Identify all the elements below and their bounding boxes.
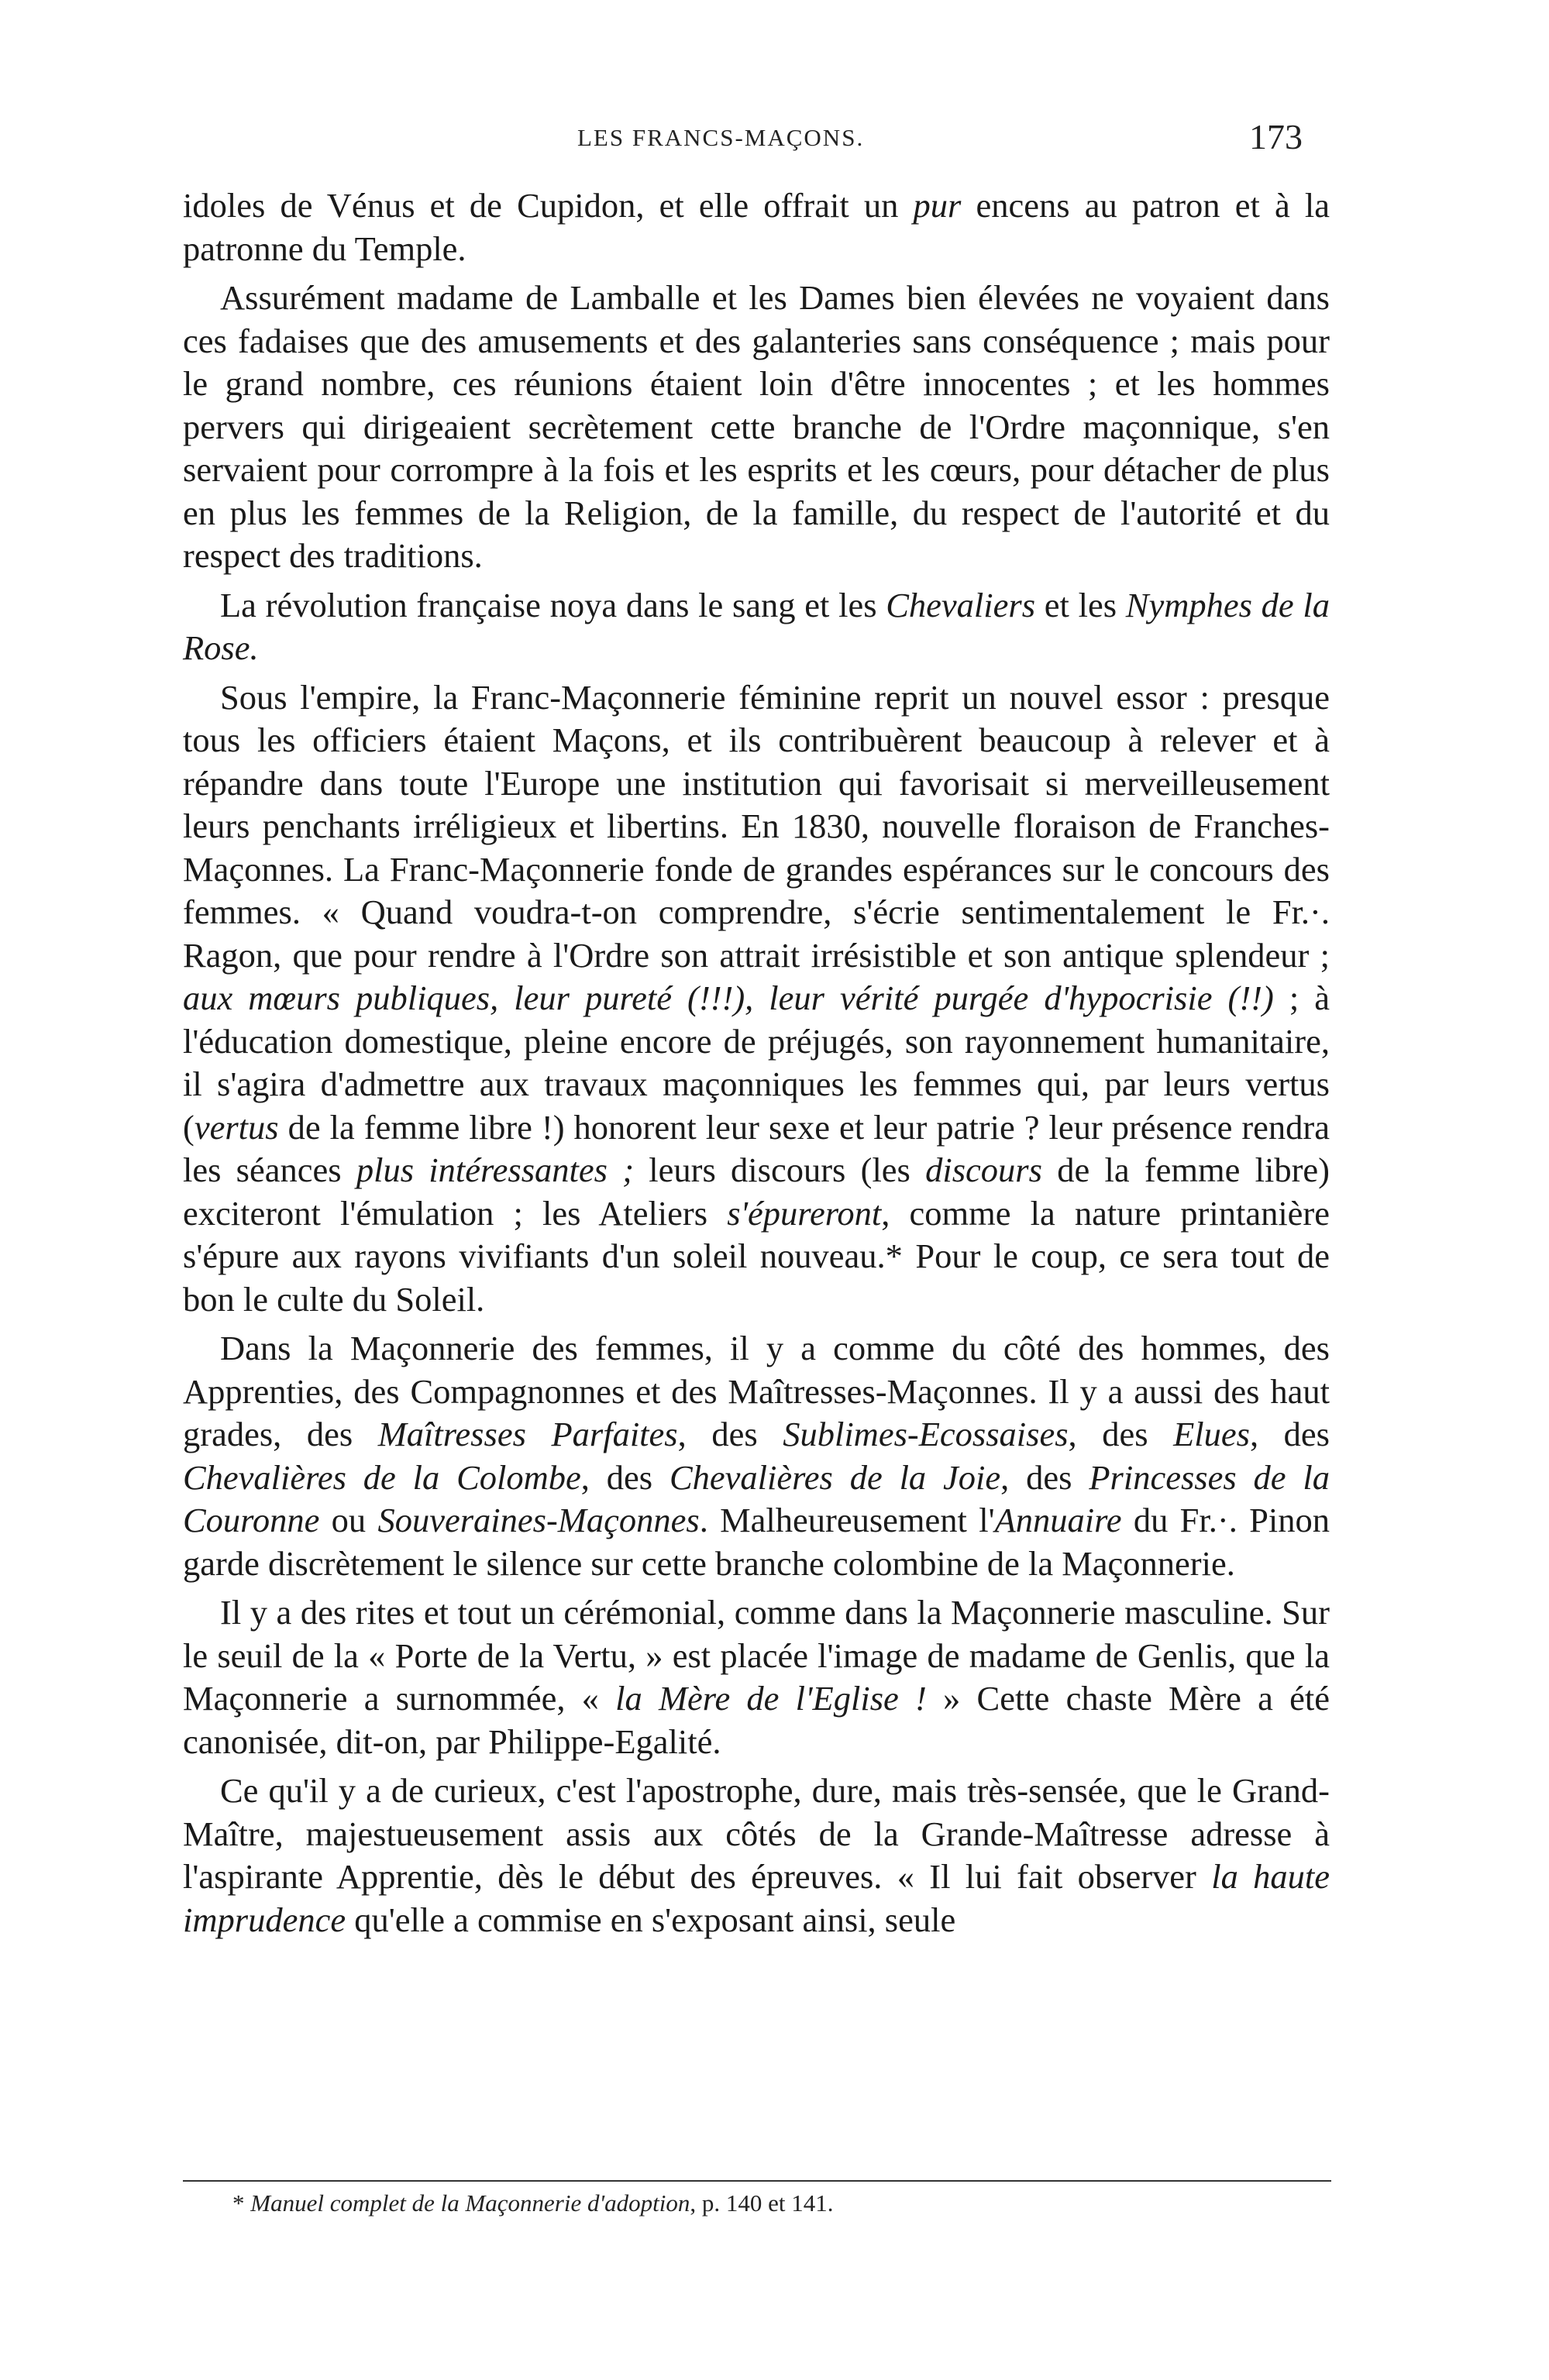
paragraph bbox=[183, 184, 1330, 270]
text-run: Assurément madame de Lamballe et les Dames bien élevées ne voyaient dans ces fadaises que des amusements et des galanteries sans conséquence ; mais pour le grand nombre, ces réunions étaient loin d'être innocentes ; et les hommes pervers qui dirigeaient secrètement cette branche de l'Ordre maçonnique, s'en servaient pour corrompre à la fois et les esprits et les cœurs, pour détacher de plus en plus les femmes de la Religion, de la famille, du respect de l'autorité et du respect des traditions. bbox=[183, 278, 1330, 575]
text-run: qu'elle a commise en s'exposant ainsi, seule bbox=[346, 1900, 956, 1939]
text-run: du Fr.·. Pinon garde discrètement le silence sur cette branche colombine de la Maçonnerie. bbox=[183, 1501, 1330, 1583]
italic-text: pur bbox=[913, 186, 962, 225]
text-run: , des bbox=[1000, 1457, 1089, 1497]
text-run: Ce qu'il y a de curieux, c'est l'apostrophe, dure, mais très-sensée, que le Grand-Maître, majestueusement assis aux côtés de la Grande-Maîtresse adresse à l'aspirante Apprentie, dès le début des épreuves. « Il lui fait observer bbox=[183, 1771, 1330, 1896]
italic-text: Princesses de la Couronne bbox=[183, 1457, 1330, 1539]
text-run: . Malheureusement l' bbox=[699, 1501, 995, 1539]
italic-text: Chevalières de la Joie bbox=[669, 1457, 1001, 1497]
body-text bbox=[183, 184, 1330, 1948]
italic-text: Souveraines-Maçonnes bbox=[377, 1501, 700, 1539]
text-run: leurs discours (les bbox=[634, 1150, 926, 1189]
italic-text: Nymphes de la Rose. bbox=[183, 585, 1330, 667]
text-run: Dans la Maçonnerie des femmes, il y a comme du côté des hommes, des Apprenties, des Compagnonnes et des Maîtresses-Maçonnes. Il y a aussi des haut grades, des bbox=[183, 1329, 1330, 1453]
italic-text: s'épureront bbox=[727, 1193, 882, 1233]
italic-text: Sublimes-Ecossaises bbox=[783, 1415, 1069, 1453]
text-run: encens au patron et à la patronne du Temple. bbox=[183, 186, 1330, 268]
italic-text: Chevalières de la Colombe bbox=[183, 1457, 581, 1497]
page-number: 173 bbox=[1249, 117, 1303, 156]
italic-text: Annuaire bbox=[994, 1501, 1122, 1539]
italic-text: la Mère de l'Eglise ! bbox=[615, 1679, 927, 1718]
text-run: Il y a des rites et tout un cérémonial, comme dans la Maçonnerie masculine. Sur le seuil de la « Porte de la Vertu, » est placée l'image de madame de Genlis, que la Maçonnerie a surnommée, « bbox=[183, 1593, 1330, 1718]
text-run: , des bbox=[1068, 1415, 1174, 1453]
text-run: , des bbox=[580, 1457, 670, 1497]
text-run: , des bbox=[677, 1415, 783, 1453]
footnote-reference: , p. 140 et 141. bbox=[690, 2189, 834, 2217]
text-run: La révolution française noya dans le sang et les bbox=[220, 585, 886, 624]
italic-text: la haute imprudence bbox=[183, 1857, 1330, 1939]
text-run: de la femme libre) exciteront l'émulation ; les Ateliers bbox=[183, 1150, 1330, 1233]
text-run: Sous l'empire, la Franc-Maçonnerie féminine reprit un nouvel essor : presque tous les officiers étaient Maçons, et ils contribuèrent beaucoup à relever et à répandre dans toute l'Europe une institution qui favorisait si merveilleusement leurs penchants irréligieux et libertins. En 1830, nouvelle floraison de Franches-Maçonnes. La Franc-Maçonnerie fonde de grandes espérances sur le concours des femmes. « Quand voudra-t-on comprendre, s'écrie sentimentalement le Fr.·. Ragon, que pour rendre à l'Ordre son attrait irrésistible et son antique splendeur ; bbox=[183, 677, 1330, 975]
text-run: » Cette chaste Mère a été canonisée, dit-on, par Philippe-Egalité. bbox=[183, 1679, 1330, 1761]
italic-text: Chevaliers bbox=[886, 585, 1036, 624]
italic-text: Elues bbox=[1173, 1415, 1250, 1453]
paragraph bbox=[183, 1591, 1330, 1763]
paragraph bbox=[183, 1770, 1330, 1941]
footnote-rule bbox=[183, 2180, 1331, 2182]
running-title: LES FRANCS-MAÇONS. bbox=[577, 124, 865, 151]
paragraph bbox=[183, 676, 1330, 1322]
text-run: ou bbox=[319, 1501, 378, 1539]
italic-text: aux mœurs publiques, leur pureté (!!!), leur vérité purgée d'hypocrisie (!!) bbox=[183, 978, 1274, 1017]
text-run: et les bbox=[1035, 585, 1126, 624]
paragraph bbox=[183, 1327, 1330, 1585]
footnote-mark: * bbox=[232, 2189, 245, 2217]
paragraph bbox=[183, 277, 1330, 578]
text-run: , des bbox=[1249, 1415, 1330, 1453]
footnote-title: Manuel complet de la Maçonnerie d'adoption bbox=[250, 2189, 690, 2217]
text-run: idoles de Vénus et de Cupidon, et elle offrait un bbox=[183, 186, 914, 225]
italic-text: vertus bbox=[194, 1107, 279, 1147]
text-run: , comme la nature printanière s'épure aux rayons vivifiants d'un soleil nouveau.* Pour le coup, ce sera tout de bon le culte du Soleil. bbox=[183, 1193, 1330, 1319]
text-run: ; à l'éducation domestique, pleine encore de préjugés, son rayonnement humanitaire, il s'agira d'admettre aux travaux maçonniques les femmes qui, par leurs vertus ( bbox=[183, 978, 1330, 1147]
text-run: de la femme libre !) honorent leur sexe et leur patrie ? leur présence rendra les séances bbox=[183, 1107, 1330, 1189]
footnote bbox=[232, 2189, 833, 2217]
italic-text: discours bbox=[925, 1150, 1042, 1189]
paragraph bbox=[183, 584, 1330, 670]
italic-text: plus intéressantes ; bbox=[356, 1150, 635, 1189]
italic-text: Maîtresses Parfaites bbox=[377, 1415, 678, 1453]
